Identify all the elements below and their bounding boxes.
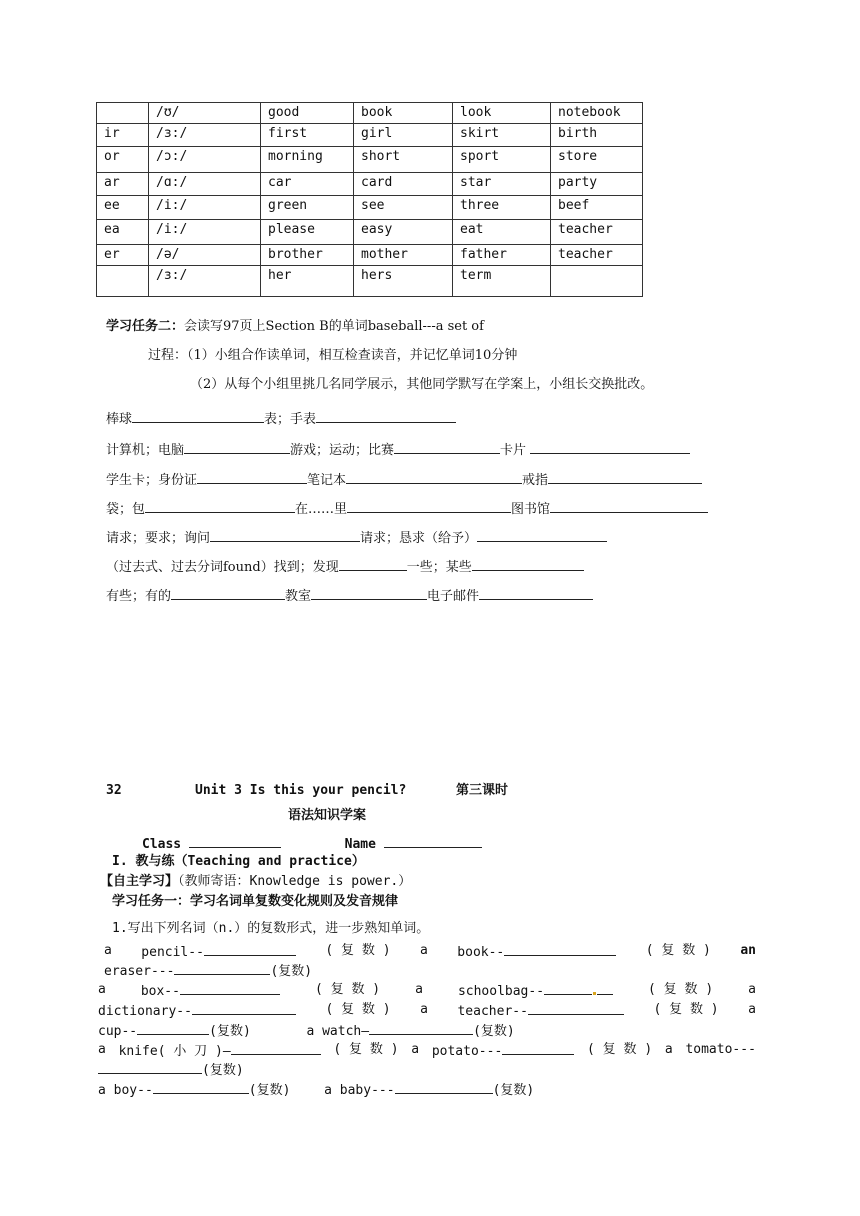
- vocab-label: 棒球: [106, 412, 133, 427]
- word: watch—: [322, 1024, 370, 1039]
- article: a: [420, 1002, 428, 1017]
- answer-blank[interactable]: [174, 960, 270, 975]
- word: pencil--: [141, 945, 204, 960]
- word-cell: eat: [453, 220, 551, 245]
- word-cell: car: [261, 173, 354, 196]
- word-cell: morning: [261, 147, 354, 173]
- answer-blank[interactable]: [192, 1000, 296, 1015]
- exercise-line-7: [98, 1059, 244, 1081]
- vocab-line-4: [106, 498, 708, 520]
- plural-label: (复数): [473, 1024, 515, 1039]
- word: book--: [457, 945, 505, 960]
- letter-cell: [97, 266, 149, 297]
- word: potato---: [431, 1044, 503, 1059]
- vocab-label: 计算机；电脑: [106, 443, 185, 458]
- vocab-label: 有些；有的: [106, 589, 172, 604]
- answer-blank[interactable]: [180, 980, 280, 995]
- plural-label: ( 复 数 ): [333, 1042, 399, 1057]
- word: teacher--: [457, 1004, 528, 1019]
- task2-step1: [148, 346, 517, 366]
- word: knife( 小 刀 )—: [118, 1044, 231, 1059]
- phonetic-cell: /ɜ:/: [149, 124, 261, 147]
- word-cell: party: [551, 173, 643, 196]
- word-cell: look: [453, 103, 551, 124]
- answer-blank[interactable]: [137, 1020, 209, 1035]
- vocab-label: 教室: [285, 589, 312, 604]
- answer-blank[interactable]: [395, 1079, 493, 1094]
- phonetic-cell: /ɑ:/: [149, 173, 261, 196]
- section-heading: I. 教与练（Teaching and practice）: [112, 854, 365, 869]
- exercise-line-8: [98, 1079, 534, 1101]
- exercise-line-5: [98, 1020, 515, 1042]
- word-cell: book: [354, 103, 453, 124]
- letter-cell: [97, 103, 149, 124]
- table-row: [97, 147, 643, 173]
- word-cell: father: [453, 245, 551, 266]
- answer-blank[interactable]: [346, 469, 522, 484]
- answer-blank[interactable]: [530, 439, 690, 454]
- process-label: 过程：: [148, 348, 188, 363]
- word: boy--: [113, 1083, 153, 1098]
- article: a: [415, 982, 423, 997]
- vocab-label: 袋；包: [106, 502, 146, 517]
- answer-blank[interactable]: [597, 980, 613, 995]
- word: dictionary--: [98, 1004, 192, 1019]
- letter-cell: ee: [97, 196, 149, 220]
- article: an: [740, 943, 756, 958]
- word-cell: hers: [354, 266, 453, 297]
- answer-blank[interactable]: [184, 439, 290, 454]
- unit-title: Unit 3 Is this your pencil?: [195, 783, 407, 798]
- vocab-line-7: [106, 585, 593, 607]
- answer-blank[interactable]: [316, 408, 456, 423]
- vocab-label: 游戏；运动；比赛: [290, 443, 395, 458]
- task1-heading: 学习任务一：学习名词单复数变化规则及发音规律: [112, 894, 399, 909]
- phonetic-cell: /ə/: [149, 245, 261, 266]
- word-cell: teacher: [551, 220, 643, 245]
- page-subtitle: 语法知识学案: [288, 808, 367, 823]
- letter-cell: ar: [97, 173, 149, 196]
- word-cell: [551, 266, 643, 297]
- article: a: [98, 1083, 106, 1098]
- word-cell: easy: [354, 220, 453, 245]
- word-cell: short: [354, 147, 453, 173]
- table-row: [97, 196, 643, 220]
- phonetic-cell: /ɜ:/: [149, 266, 261, 297]
- exercise-line-2: [104, 960, 312, 982]
- letter-cell: or: [97, 147, 149, 173]
- plural-label: (复数): [492, 1083, 535, 1098]
- word-cell: term: [453, 266, 551, 297]
- self-study-line: [100, 872, 411, 892]
- answer-blank[interactable]: [347, 498, 511, 513]
- phonics-table: [96, 102, 643, 297]
- vocab-label: 在……里: [295, 502, 348, 517]
- task2-desc: 会读写97页上Section B的单词baseball---a set of: [184, 319, 484, 334]
- class-field[interactable]: [189, 833, 281, 848]
- plural-label: ( 复 数 ): [325, 943, 391, 958]
- word-cell: mother: [354, 245, 453, 266]
- answer-blank[interactable]: [477, 527, 607, 542]
- answer-blank[interactable]: [504, 941, 616, 956]
- phonetic-cell: /ʊ/: [149, 103, 261, 124]
- article: a: [98, 1042, 106, 1057]
- answer-blank[interactable]: [369, 1020, 473, 1035]
- answer-blank[interactable]: [502, 1040, 574, 1055]
- teacher-motto: （教师寄语：Knowledge is power.）: [178, 874, 412, 889]
- task2-title: 学习任务二：: [106, 319, 185, 334]
- vocab-label: 笔记本: [307, 473, 347, 488]
- table-row: [97, 245, 643, 266]
- plural-label: (复数): [270, 964, 313, 979]
- step1-text: （1）小组合作读单词，相互检查读音，并记忆单词10分钟: [187, 348, 518, 363]
- answer-blank[interactable]: [210, 527, 360, 542]
- article: a: [324, 1083, 332, 1098]
- answer-blank[interactable]: [132, 408, 264, 423]
- phonetic-cell: /ɔ:/: [149, 147, 261, 173]
- word: tomato---: [685, 1042, 756, 1057]
- answer-blank[interactable]: [311, 585, 427, 600]
- plural-label: (复数): [202, 1063, 244, 1078]
- phonetic-cell: /i:/: [149, 196, 261, 220]
- word: cup--: [98, 1024, 138, 1039]
- vocab-label: 图书馆: [511, 502, 551, 517]
- word-cell: see: [354, 196, 453, 220]
- exercise-line-3: [98, 980, 756, 1002]
- word-cell: three: [453, 196, 551, 220]
- name-label: Name: [344, 837, 376, 852]
- word-cell: green: [261, 196, 354, 220]
- answer-blank[interactable]: [231, 1040, 321, 1055]
- table-row: [97, 220, 643, 245]
- vocab-label: 学生卡；身份证: [106, 473, 198, 488]
- word-cell: her: [261, 266, 354, 297]
- word-cell: sport: [453, 147, 551, 173]
- table-row: [97, 124, 643, 147]
- vocab-line-1: [106, 408, 456, 430]
- table-row: [97, 266, 643, 297]
- vocab-line-3: [106, 469, 702, 491]
- article: a: [748, 1002, 756, 1017]
- vocab-label: 请求；要求；询问: [106, 531, 211, 546]
- word-cell: first: [261, 124, 354, 147]
- answer-blank[interactable]: [339, 556, 407, 571]
- answer-blank[interactable]: [204, 941, 296, 956]
- period-label: 第三课时: [456, 783, 509, 798]
- phonetic-cell: /i:/: [149, 220, 261, 245]
- word: box--: [140, 984, 180, 999]
- answer-blank[interactable]: [544, 980, 592, 995]
- article: a: [98, 982, 106, 997]
- vocab-label: 电子邮件: [427, 589, 480, 604]
- mark-dot: [593, 992, 596, 995]
- plural-label: (复数): [248, 1083, 291, 1098]
- article: a: [664, 1042, 673, 1057]
- vocab-line-2: [106, 439, 690, 461]
- answer-blank[interactable]: [479, 585, 593, 600]
- answer-blank[interactable]: [550, 498, 708, 513]
- exercise-line-4: [98, 1000, 756, 1022]
- word: schoolbag--: [457, 984, 545, 999]
- letter-cell: ir: [97, 124, 149, 147]
- self-study-label: 【自主学习】: [100, 874, 179, 889]
- class-label: Class: [142, 837, 182, 852]
- answer-blank[interactable]: [548, 469, 702, 484]
- plural-label: ( 复 数 ): [648, 982, 714, 997]
- name-field[interactable]: [384, 833, 482, 848]
- word-cell: notebook: [551, 103, 643, 124]
- word: baby---: [339, 1083, 395, 1098]
- article: a: [411, 1042, 420, 1057]
- word-cell: good: [261, 103, 354, 124]
- answer-blank[interactable]: [153, 1079, 249, 1094]
- answer-blank[interactable]: [472, 556, 584, 571]
- table-row: [97, 173, 643, 196]
- article: a: [306, 1024, 315, 1039]
- answer-blank[interactable]: [394, 439, 500, 454]
- task2-heading: [106, 317, 484, 337]
- letter-cell: er: [97, 245, 149, 266]
- plural-label: ( 复 数 ): [314, 982, 381, 997]
- letter-cell: ea: [97, 220, 149, 245]
- answer-blank[interactable]: [171, 585, 285, 600]
- plural-label: ( 复 数 ): [325, 1002, 391, 1017]
- answer-blank[interactable]: [197, 469, 307, 484]
- article: a: [104, 943, 112, 958]
- word-cell: beef: [551, 196, 643, 220]
- answer-blank[interactable]: [98, 1059, 202, 1074]
- word-cell: skirt: [453, 124, 551, 147]
- word-cell: girl: [354, 124, 453, 147]
- table-row: [97, 103, 643, 124]
- word-cell: brother: [261, 245, 354, 266]
- article: a: [420, 943, 428, 958]
- page-number: 32: [106, 783, 122, 798]
- vocab-label: 一些；某些: [406, 560, 472, 575]
- plural-label: (复数): [209, 1024, 251, 1039]
- word-cell: teacher: [551, 245, 643, 266]
- word: eraser---: [104, 964, 175, 979]
- instruction: 1.写出下列名词（n.）的复数形式，进一步熟知单词。: [112, 921, 430, 936]
- word-cell: star: [453, 173, 551, 196]
- vocab-label: 表；手表: [264, 412, 317, 427]
- article: a: [748, 982, 756, 997]
- word-cell: birth: [551, 124, 643, 147]
- plural-label: ( 复 数 ): [587, 1042, 653, 1057]
- vocab-label: 戒指: [522, 473, 549, 488]
- vocab-line-5: [106, 527, 607, 549]
- vocab-line-6: [106, 556, 584, 578]
- word-cell: store: [551, 147, 643, 173]
- answer-blank[interactable]: [145, 498, 295, 513]
- vocab-label: 卡片: [500, 443, 527, 458]
- word-cell: please: [261, 220, 354, 245]
- answer-blank[interactable]: [528, 1000, 624, 1015]
- plural-label: ( 复 数 ): [653, 1002, 719, 1017]
- vocab-label: （过去式、过去分词found）找到；发现: [106, 560, 339, 575]
- task2-step2: （2）从每个小组里挑几名同学展示，其他同学默写在学案上，小组长交换批改。: [190, 377, 654, 392]
- word-cell: card: [354, 173, 453, 196]
- plural-label: ( 复 数 ): [645, 943, 711, 958]
- vocab-label: 请求；恳求（给予）: [360, 531, 478, 546]
